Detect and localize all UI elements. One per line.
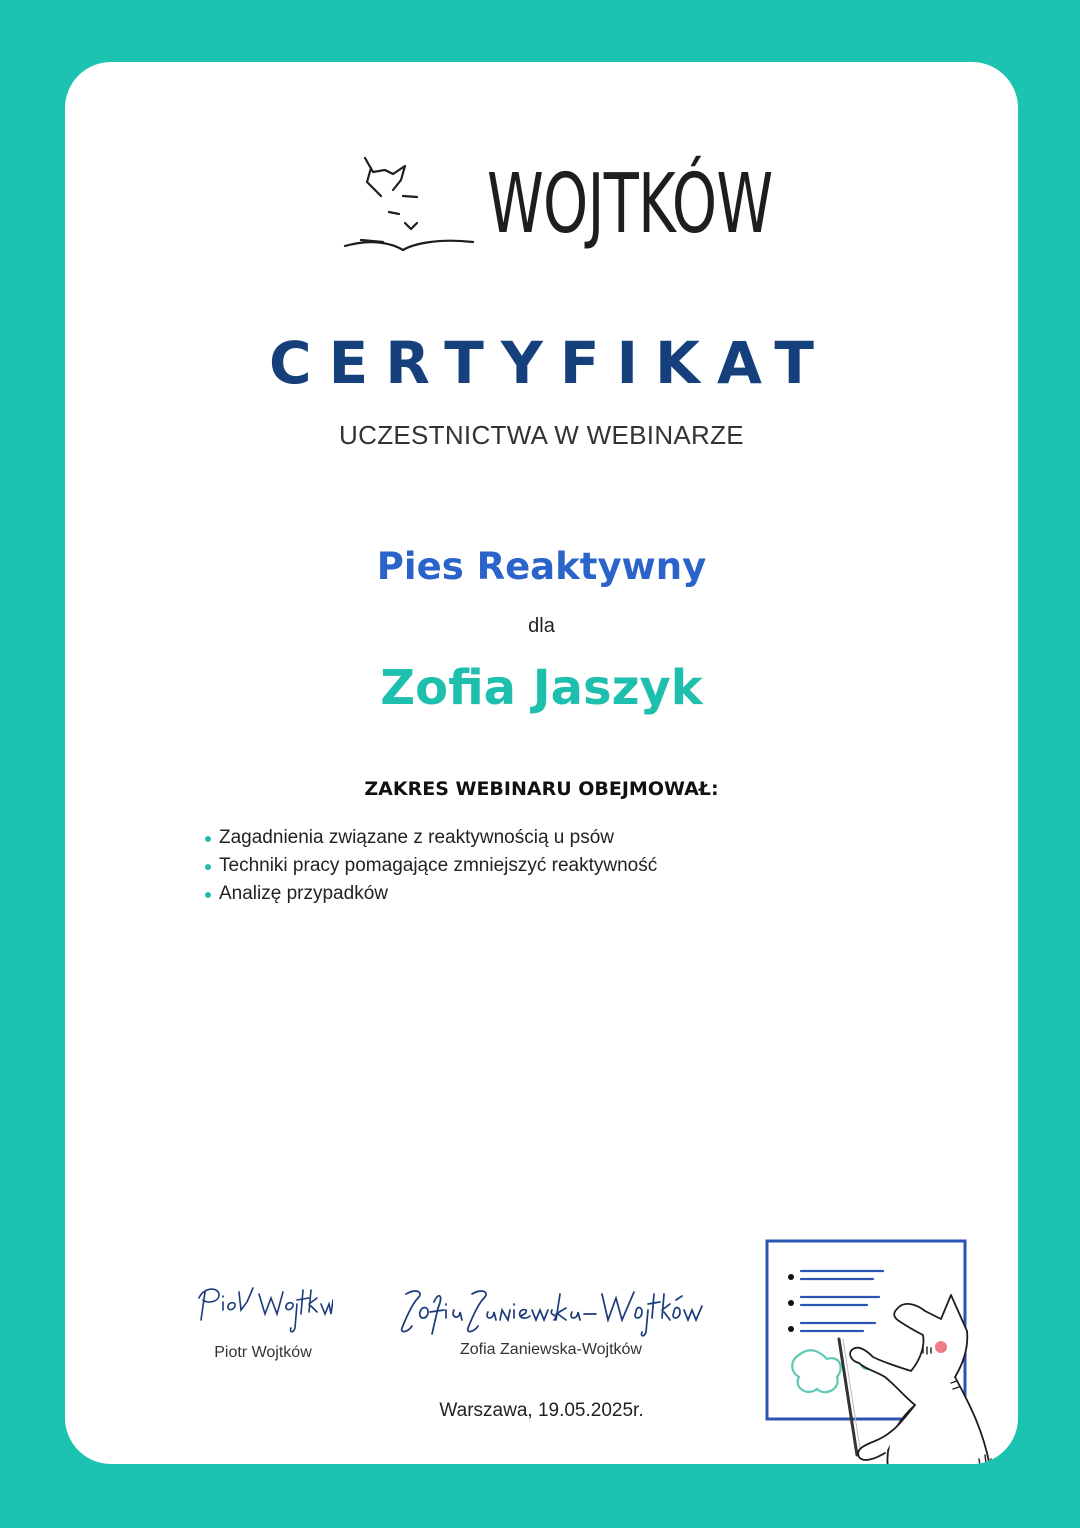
- list-item: Analizę przypadków: [205, 880, 657, 908]
- place-and-date: Warszawa, 19.05.2025r.: [439, 1400, 644, 1421]
- list-item: Zagadnienia związane z reaktywnością u psów: [205, 824, 657, 852]
- certificate-card: [65, 62, 1018, 1464]
- scope-heading: ZAKRES WEBINARU OBEJMOWAŁ:: [364, 778, 719, 800]
- recipient-name: Zofia Jaszyk: [380, 660, 703, 716]
- scope-list: [205, 824, 657, 908]
- signatory-name-1: Piotr Wojtków: [214, 1344, 312, 1361]
- list-item: Techniki pracy pomagające zmniejszyć reaktywność: [205, 852, 657, 880]
- course-name: Pies Reaktywny: [376, 545, 707, 588]
- brand-wordmark: WOJTKÓW: [487, 157, 773, 252]
- certificate-title: CERTYFIKAT: [269, 329, 831, 397]
- connector-text: dla: [528, 615, 555, 637]
- signatory-name-2: Zofia Zaniewska-Wojtków: [460, 1341, 642, 1358]
- signature-piotr: [193, 1280, 333, 1342]
- certificate-subtitle: UCZESTNICTWA W WEBINARZE: [339, 420, 744, 450]
- dog-teacher-whiteboard-icon: [755, 1227, 1018, 1464]
- signature-zofia: [398, 1284, 708, 1340]
